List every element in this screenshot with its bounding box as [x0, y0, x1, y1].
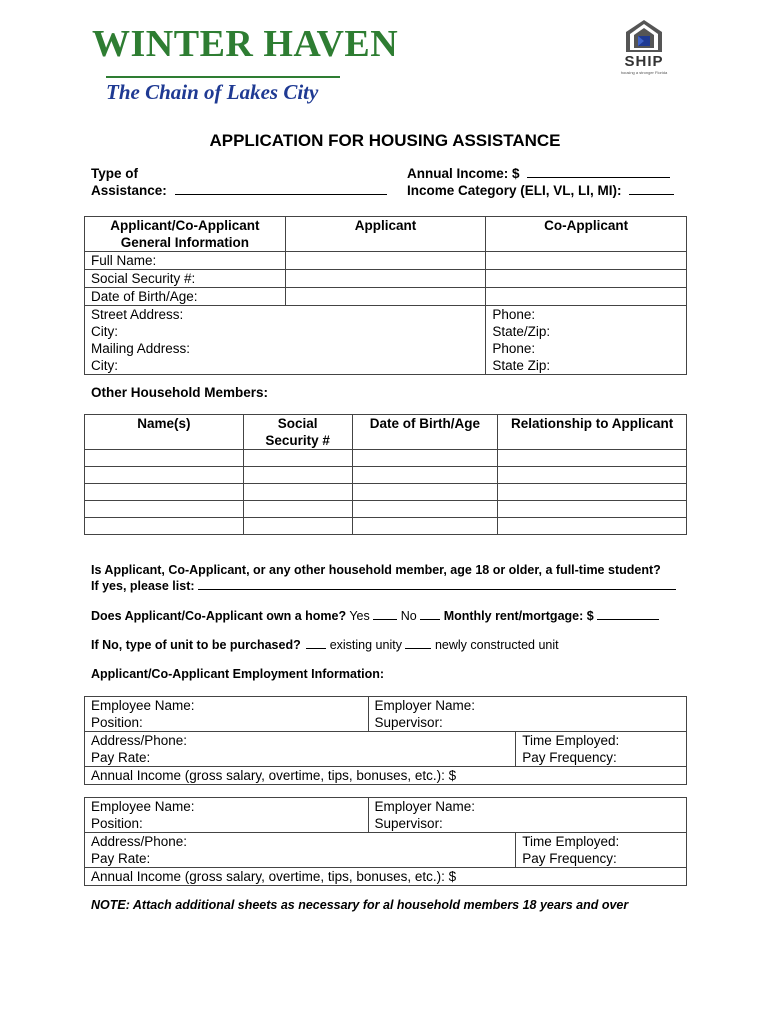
- state-zip-label: State/Zip:: [486, 323, 687, 340]
- household-heading: Other Household Members:: [91, 385, 269, 400]
- applicant-header: Applicant: [285, 217, 486, 252]
- member-relationship-cell[interactable]: [498, 518, 687, 535]
- rent-label: Monthly rent/mortgage: $: [443, 609, 594, 623]
- unit-type-question: If No, type of unit to be purchased?: [91, 638, 301, 652]
- employment-table-2: [84, 797, 687, 886]
- income-category-label: Income Category (ELI, VL, LI, MI):: [407, 183, 622, 198]
- member-ssn-cell[interactable]: [243, 484, 352, 501]
- address-phone-label: Address/Phone:: [85, 833, 516, 851]
- pay-rate-label: Pay Rate:: [85, 749, 516, 767]
- page-title: APPLICATION FOR HOUSING ASSISTANCE: [209, 131, 561, 150]
- table-row: [85, 467, 687, 484]
- newly-label: newly constructed unit: [434, 638, 559, 652]
- employer-name-label: Employer Name:: [368, 798, 686, 816]
- table-row: [85, 501, 687, 518]
- ship-logo: [608, 18, 680, 84]
- own-home-row: [91, 608, 659, 623]
- city-cell[interactable]: [285, 323, 486, 340]
- no-label: No: [400, 609, 417, 623]
- table-row: [85, 484, 687, 501]
- names-column-header: Name(s): [85, 415, 244, 450]
- time-employed-label: Time Employed:: [516, 833, 687, 851]
- ssn-column-header: Social Security #: [243, 415, 352, 450]
- income-category-blank[interactable]: [629, 183, 674, 195]
- pay-frequency-label: Pay Frequency:: [516, 749, 687, 767]
- existing-blank[interactable]: [306, 637, 326, 649]
- household-members-table: [84, 414, 687, 535]
- unit-type-row: [91, 637, 559, 652]
- address-phone-label: Address/Phone:: [85, 732, 516, 750]
- full-name-label: Full Name:: [85, 252, 286, 270]
- mailing-state-zip-label: State Zip:: [486, 357, 687, 375]
- student-list-label: If yes, please list:: [91, 579, 195, 593]
- table-row: [85, 518, 687, 535]
- ship-logo-name: SHIP: [624, 53, 664, 70]
- supervisor-label: Supervisor:: [368, 714, 686, 732]
- member-dob-cell[interactable]: [352, 484, 498, 501]
- co-applicant-full-name-cell[interactable]: [486, 252, 687, 270]
- applicant-full-name-cell[interactable]: [285, 252, 486, 270]
- employer-name-label: Employer Name:: [368, 697, 686, 715]
- employment-table-1: [84, 696, 687, 785]
- own-home-question: Does Applicant/Co-Applicant own a home?: [91, 609, 347, 623]
- winter-haven-logo-title: WINTER HAVEN: [92, 23, 399, 65]
- relationship-column-header: Relationship to Applicant: [498, 415, 687, 450]
- co-applicant-dob-cell[interactable]: [486, 288, 687, 306]
- position-label: Position:: [85, 714, 369, 732]
- mailing-address-cell[interactable]: [285, 340, 486, 357]
- street-address-label: Street Address:: [85, 306, 286, 324]
- member-dob-cell[interactable]: [352, 467, 498, 484]
- annual-income-label: Annual Income: $: [407, 166, 520, 181]
- applicant-dob-cell[interactable]: [285, 288, 486, 306]
- applicant-ssn-cell[interactable]: [285, 270, 486, 288]
- logo-divider: [106, 76, 340, 78]
- mailing-city-cell[interactable]: [285, 357, 486, 375]
- assistance-blank[interactable]: [175, 183, 387, 195]
- member-name-cell[interactable]: [85, 518, 244, 535]
- member-relationship-cell[interactable]: [498, 484, 687, 501]
- member-dob-cell[interactable]: [352, 518, 498, 535]
- member-relationship-cell[interactable]: [498, 467, 687, 484]
- member-dob-cell[interactable]: [352, 450, 498, 467]
- phone-label: Phone:: [486, 306, 687, 324]
- member-dob-cell[interactable]: [352, 501, 498, 518]
- mailing-address-label: Mailing Address:: [85, 340, 286, 357]
- member-ssn-cell[interactable]: [243, 501, 352, 518]
- employment-heading: Applicant/Co-Applicant Employment Information:: [91, 667, 385, 681]
- member-ssn-cell[interactable]: [243, 450, 352, 467]
- assistance-field[interactable]: [91, 183, 387, 198]
- employee-name-label: Employee Name:: [85, 798, 369, 816]
- member-ssn-cell[interactable]: [243, 518, 352, 535]
- member-ssn-cell[interactable]: [243, 467, 352, 484]
- member-relationship-cell[interactable]: [498, 501, 687, 518]
- annual-income-field[interactable]: [407, 166, 670, 181]
- student-list-blank[interactable]: [198, 578, 676, 590]
- member-name-cell[interactable]: [85, 467, 244, 484]
- note-text: NOTE: Attach additional sheets as necessary for al household members 18 years and over: [91, 898, 629, 912]
- city-label: City:: [85, 323, 286, 340]
- winter-haven-logo-subtitle: The Chain of Lakes City: [106, 80, 319, 104]
- supervisor-label: Supervisor:: [368, 815, 686, 833]
- newly-blank[interactable]: [405, 637, 431, 649]
- general-info-header: Applicant/Co-Applicant General Information: [85, 217, 286, 252]
- winter-haven-logo: [92, 20, 399, 104]
- no-blank[interactable]: [420, 608, 440, 620]
- social-security-label: Social Security #:: [85, 270, 286, 288]
- member-name-cell[interactable]: [85, 501, 244, 518]
- assistance-label: Assistance:: [91, 183, 167, 198]
- mailing-city-label: City:: [85, 357, 286, 375]
- student-question: Is Applicant, Co-Applicant, or any other household member, age 18 or older, a full-time student?: [91, 563, 661, 577]
- house-icon: [624, 18, 664, 54]
- member-relationship-cell[interactable]: [498, 450, 687, 467]
- income-category-field[interactable]: [407, 183, 674, 198]
- pay-rate-label: Pay Rate:: [85, 850, 516, 868]
- member-name-cell[interactable]: [85, 450, 244, 467]
- ship-logo-tagline: housing a stronger Florida: [620, 70, 668, 75]
- street-address-cell[interactable]: [285, 306, 486, 324]
- yes-label: Yes: [349, 609, 370, 623]
- time-employed-label: Time Employed:: [516, 732, 687, 750]
- date-of-birth-label: Date of Birth/Age:: [85, 288, 286, 306]
- annual-income-blank[interactable]: [527, 166, 670, 178]
- dob-column-header: Date of Birth/Age: [352, 415, 498, 450]
- yes-blank[interactable]: [373, 608, 397, 620]
- member-name-cell[interactable]: [85, 484, 244, 501]
- annual-income-gross-label: Annual Income (gross salary, overtime, tips, bonuses, etc.): $: [85, 767, 687, 785]
- student-list-field[interactable]: [91, 578, 676, 593]
- type-of-label: Type of: [91, 166, 138, 181]
- position-label: Position:: [85, 815, 369, 833]
- existing-label: existing unity: [329, 638, 402, 652]
- co-applicant-ssn-cell[interactable]: [486, 270, 687, 288]
- pay-frequency-label: Pay Frequency:: [516, 850, 687, 868]
- employee-name-label: Employee Name:: [85, 697, 369, 715]
- rent-blank[interactable]: [597, 608, 659, 620]
- annual-income-gross-label: Annual Income (gross salary, overtime, tips, bonuses, etc.): $: [85, 868, 687, 886]
- co-applicant-header: Co-Applicant: [486, 217, 687, 252]
- mailing-phone-label: Phone:: [486, 340, 687, 357]
- table-row: [85, 450, 687, 467]
- general-info-table: [84, 216, 687, 375]
